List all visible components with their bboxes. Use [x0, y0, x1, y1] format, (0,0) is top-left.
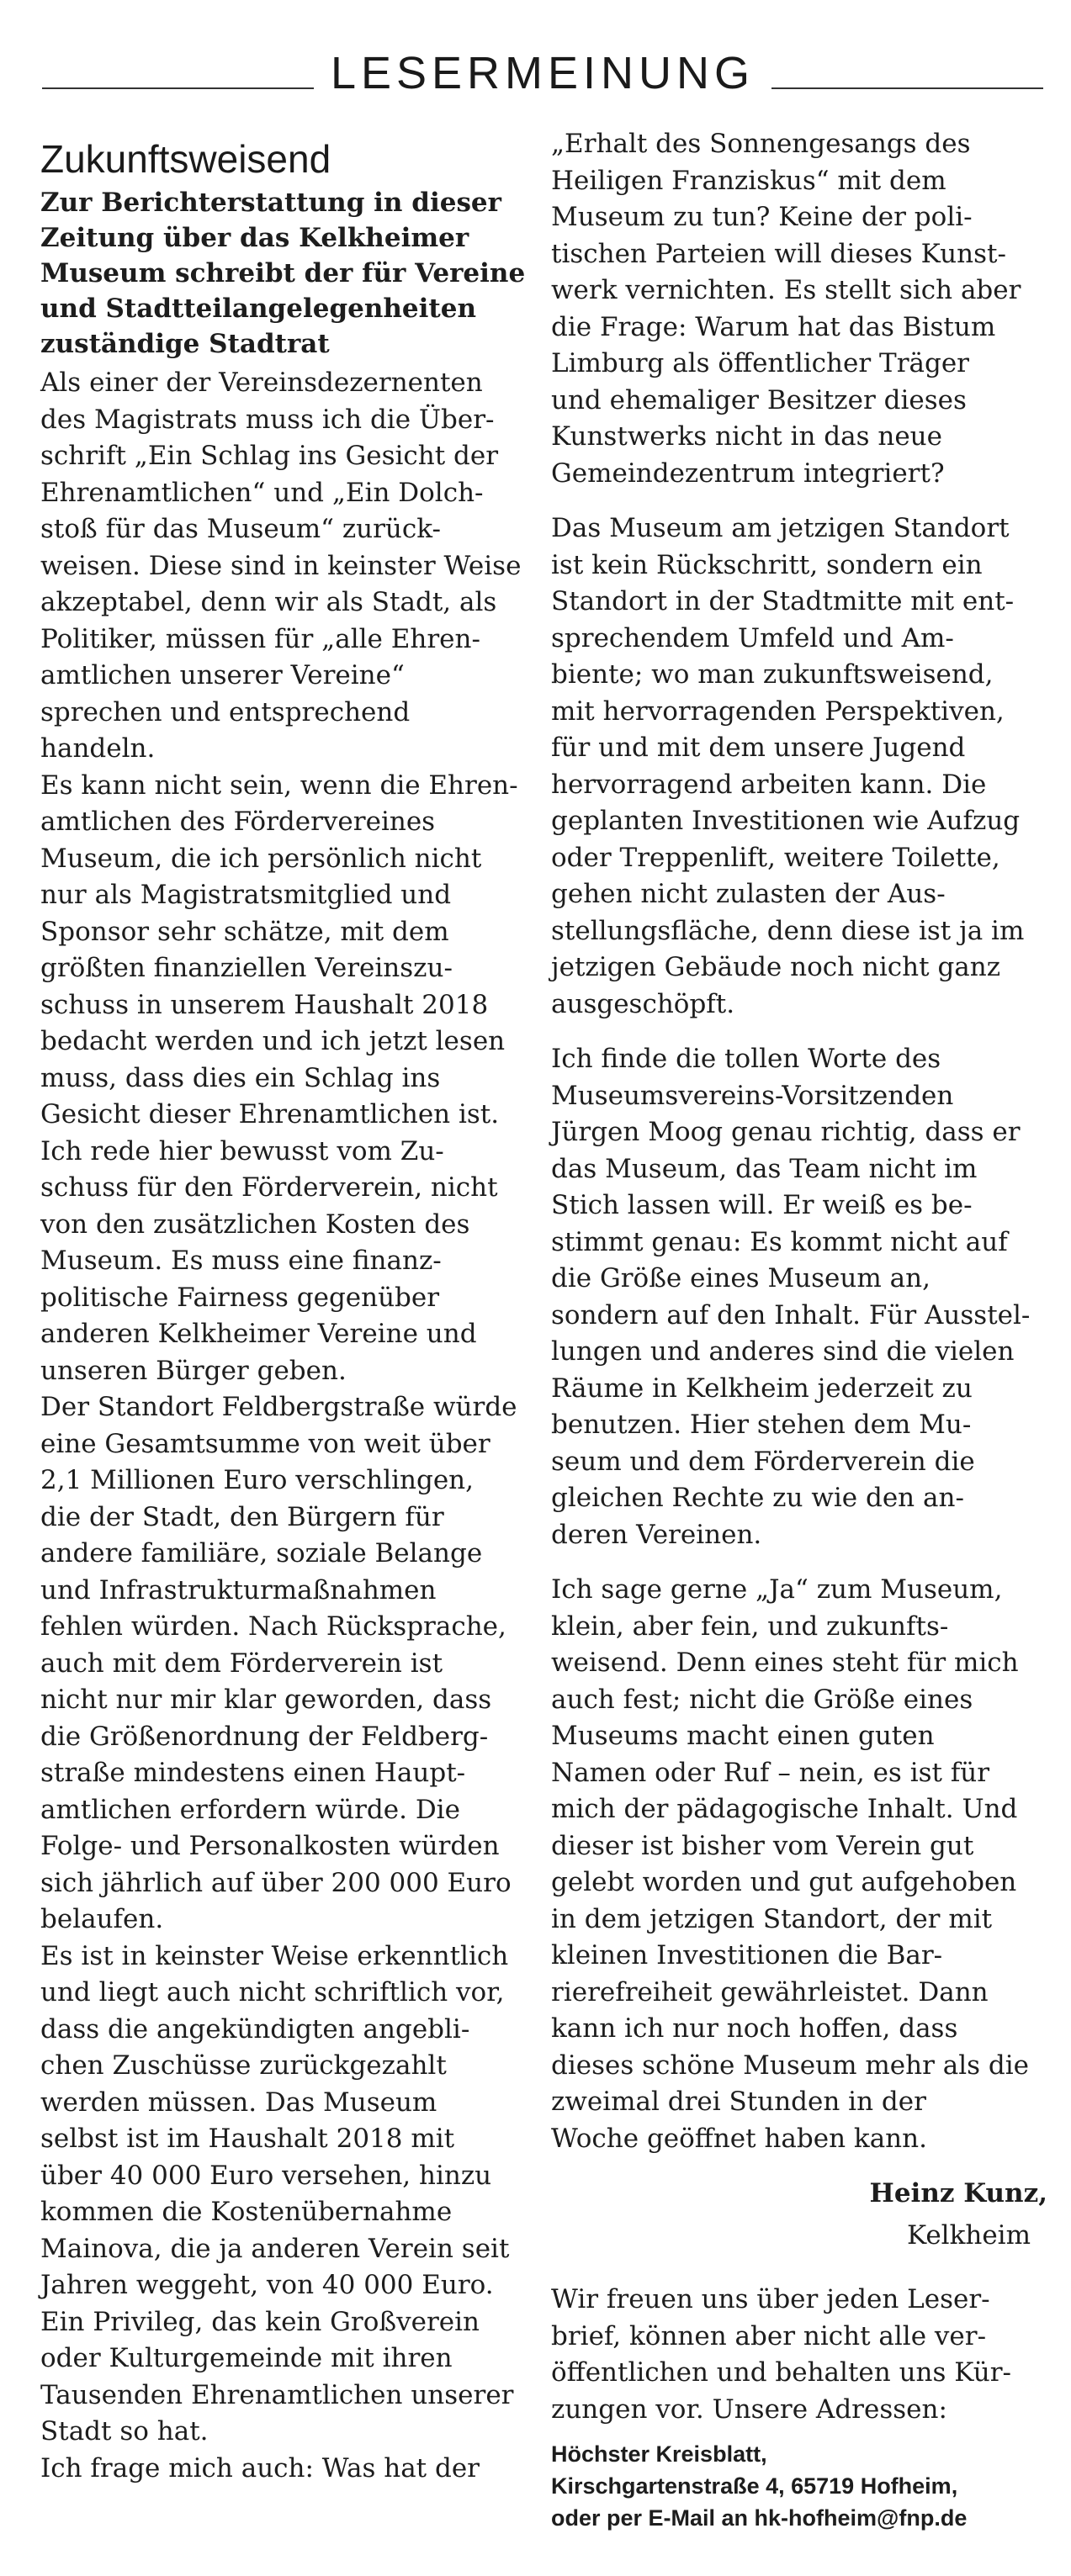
- body-line: bedacht werden und ich jetzt lesen: [40, 1026, 506, 1056]
- body-line: mich der pädagogische Inhalt. Und: [551, 1794, 1018, 1824]
- body-line: Museumsvereins-Vorsitzenden: [551, 1080, 954, 1111]
- body-line: die Frage: Warum hat das Bistum: [551, 311, 996, 342]
- body-line: mit hervorragenden Perspektiven,: [551, 696, 1005, 727]
- body-line: sich jährlich auf über 200 000 Euro: [40, 1867, 512, 1898]
- right-column: [551, 126, 1047, 2534]
- body-line: gleichen Rechte zu wie den an-: [551, 1483, 964, 1513]
- body-line: Limburg als öffentlicher Träger: [551, 348, 969, 378]
- body-line: stoß für das Museum“ zurück-: [40, 514, 441, 544]
- body-line: nur als Magistratsmitglied und: [40, 880, 452, 910]
- body-line: Stich lassen will. Er weiß es be-: [551, 1190, 973, 1220]
- subhead-line: Museum schreibt der für Vereine: [40, 258, 526, 288]
- left-column: [40, 126, 528, 2487]
- body-line: Folge- und Personalkosten würden: [40, 1831, 500, 1861]
- body-line: schuss in unserem Haushalt 2018: [40, 989, 489, 1020]
- body-line: klein, aber fein, und zukunfts-: [551, 1611, 949, 1642]
- body-line: und Infrastrukturmaßnahmen: [40, 1574, 437, 1605]
- body-line: Politiker, müssen für „alle Ehren-: [40, 623, 480, 654]
- body-line: von den zusätzlichen Kosten des: [40, 1209, 470, 1240]
- body-line: Stadt so hat.: [40, 2416, 209, 2446]
- right-body-text: [551, 126, 1047, 2157]
- body-line: Museum. Es muss eine finanz-: [40, 1246, 442, 1276]
- body-line: kleinen Investitionen die Bar-: [551, 1940, 943, 1970]
- body-line: für und mit dem unsere Jugend: [551, 733, 966, 763]
- body-line: Ich frage mich auch: Was hat der: [40, 2452, 480, 2483]
- body-line: eine Gesamtsumme von weit über: [40, 1428, 490, 1459]
- paragraph-gap: [551, 1023, 1047, 1041]
- body-line: werk vernichten. Es stellt sich aber: [551, 275, 1021, 305]
- body-line: sprechen und entsprechend: [40, 696, 411, 727]
- body-paragraph: [40, 2451, 528, 2488]
- body-line: stellungsfläche, denn diese ist ja im: [551, 915, 1025, 946]
- paragraph-gap: [551, 1553, 1047, 1572]
- body-line: stimmt genau: Es kommt nicht auf: [551, 1226, 1008, 1257]
- body-line: Das Museum am jetzigen Standort: [551, 513, 1010, 543]
- subhead-line: Zur Berichterstattung in dieser: [40, 188, 501, 218]
- body-line: biente; wo man zukunftsweisend,: [551, 659, 994, 690]
- author-place: Kelkheim: [907, 2220, 1031, 2251]
- body-line: Tausenden Ehrenamtlichen unserer: [40, 2379, 514, 2410]
- body-line: werden müssen. Das Museum: [40, 2087, 437, 2118]
- rubric-rule-right: [771, 87, 1043, 89]
- body-line: Ein Privileg, das kein Großverein: [40, 2306, 480, 2337]
- body-line: politische Fairness gegenüber: [40, 1282, 440, 1313]
- body-line: kann ich nur noch hoffen, dass: [551, 2013, 958, 2044]
- body-line: jetzigen Gebäude noch nicht ganz: [551, 952, 1001, 982]
- body-line: gehen nicht zulasten der Aus-: [551, 879, 946, 909]
- body-line: Jürgen Moog genau richtig, dass er: [551, 1117, 1021, 1147]
- body-line: Mainova, die ja anderen Verein seit: [40, 2233, 510, 2264]
- body-line: gelebt worden und gut aufgehoben: [551, 1867, 1017, 1897]
- body-line: Namen oder Ruf – nein, es ist für: [551, 1757, 990, 1788]
- body-line: Museums macht einen guten: [551, 1721, 935, 1751]
- body-line: die der Stadt, den Bürgern für: [40, 1501, 444, 1532]
- body-line: Gemeindezentrum integriert?: [551, 458, 945, 489]
- body-line: Sponsor sehr schätze, mit dem: [40, 916, 449, 947]
- body-line: Kunstwerks nicht in das neue: [551, 421, 942, 452]
- body-line: sprechendem Umfeld und Am-: [551, 622, 954, 653]
- body-line: Museum, die ich persönlich nicht: [40, 843, 482, 874]
- body-line: kommen die Kostenübernahme: [40, 2197, 453, 2227]
- body-line: Heiligen Franziskus“ mit dem: [551, 165, 946, 196]
- body-line: oder Kulturgemeinde mit ihren: [40, 2343, 453, 2373]
- body-line: benutzen. Hier stehen dem Mu-: [551, 1410, 972, 1440]
- rubric-title: LESERMEINUNG: [330, 48, 756, 98]
- body-line: in dem jetzigen Standort, der mit: [551, 1903, 993, 1934]
- body-line: amtlichen des Fördervereines: [40, 807, 436, 837]
- notice-line: brief, können aber nicht alle ver-: [551, 2320, 987, 2351]
- body-line: „Erhalt des Sonnengesangs des: [551, 129, 971, 159]
- left-body-text: [40, 365, 528, 2487]
- article-subhead: [40, 185, 528, 362]
- body-line: deren Vereinen.: [551, 1519, 762, 1550]
- body-paragraph: [551, 126, 1047, 492]
- body-line: seum und dem Förderverein die: [551, 1446, 975, 1477]
- notice-line: Wir freuen uns über jeden Leser-: [551, 2284, 990, 2314]
- body-line: Woche geöffnet haben kann.: [551, 2123, 927, 2154]
- body-line: akzeptabel, denn wir als Stadt, als: [40, 587, 497, 617]
- body-line: selbst ist im Haushalt 2018 mit: [40, 2124, 455, 2154]
- address-line: Kirschgartenstraße 4, 65719 Hofheim,: [551, 2473, 958, 2499]
- body-line: das Museum, das Team nicht im: [551, 1153, 978, 1184]
- body-paragraph: [551, 1572, 1047, 2157]
- body-line: rierefreiheit gewährleistet. Dann: [551, 1976, 989, 2007]
- editorial-address: [551, 2438, 1047, 2534]
- body-line: Ich rede hier bewusst vom Zu-: [40, 1135, 444, 1166]
- section-rubric: [42, 37, 1043, 96]
- body-line: Ehrenamtlichen“ und „Ein Dolch-: [40, 477, 484, 508]
- body-line: Ich sage gerne „Ja“ zum Museum,: [551, 1574, 1003, 1605]
- body-line: Gesicht dieser Ehrenamtlichen ist.: [40, 1099, 500, 1129]
- body-line: fehlen würden. Nach Rücksprache,: [40, 1611, 506, 1642]
- address-line: Höchster Kreisblatt,: [551, 2441, 767, 2467]
- body-paragraph: [551, 510, 1047, 1023]
- body-line: zweimal drei Stunden in der: [551, 2087, 926, 2117]
- body-line: andere familiäre, soziale Belange: [40, 1538, 483, 1568]
- body-line: oder Treppenlift, weitere Toilette,: [551, 842, 1000, 873]
- body-line: lungen und anderes sind die vielen: [551, 1336, 1015, 1367]
- body-line: Museum zu tun? Keine der poli-: [551, 202, 973, 232]
- editorial-notice: [551, 2282, 1047, 2534]
- body-line: Standort in der Stadtmitte mit ent-: [551, 586, 1015, 616]
- body-line: chen Zuschüsse zurückgezahlt: [40, 2050, 447, 2081]
- body-line: hervorragend arbeiten kann. Die: [551, 769, 987, 800]
- body-line: ausgeschöpft.: [551, 988, 735, 1019]
- address-line: oder per E-Mail an hk-hofheim@fnp.de: [551, 2505, 968, 2531]
- body-paragraph: [40, 1939, 528, 2451]
- body-line: größten finanziellen Vereinszu-: [40, 953, 453, 983]
- body-line: Der Standort Feldbergstraße würde: [40, 1392, 517, 1422]
- body-line: Es kann nicht sein, wenn die Ehren-: [40, 770, 518, 801]
- notice-line: öffentlichen und behalten uns Kür-: [551, 2357, 1012, 2388]
- body-line: straße mindestens einen Haupt-: [40, 1758, 466, 1788]
- body-line: schrift „Ein Schlag ins Gesicht der: [40, 441, 499, 471]
- body-line: muss, dass dies ein Schlag ins: [40, 1062, 441, 1093]
- subhead-line: Zeitung über das Kelkheimer: [40, 223, 469, 253]
- body-line: sondern auf den Inhalt. Für Ausstel-: [551, 1299, 1031, 1330]
- body-line: dass die angekündigten angebli-: [40, 2013, 470, 2044]
- body-line: und liegt auch nicht schriftlich vor,: [40, 1977, 505, 2007]
- body-paragraph: [40, 365, 528, 768]
- subhead-line: und Stadtteilangelegenheiten: [40, 294, 477, 324]
- body-line: weisen. Diese sind in keinster Weise: [40, 550, 522, 581]
- notice-line: zungen vor. Unsere Adressen:: [551, 2394, 947, 2425]
- body-paragraph: [551, 1041, 1047, 1553]
- body-line: dieser ist bisher vom Verein gut: [551, 1830, 974, 1861]
- body-line: Als einer der Vereinsdezernenten: [40, 368, 483, 398]
- body-line: geplanten Investitionen wie Aufzug: [551, 806, 1021, 836]
- body-line: die Größe eines Museum an,: [551, 1263, 930, 1293]
- body-line: des Magistrats muss ich die Über-: [40, 404, 495, 435]
- body-paragraph: [40, 768, 528, 1390]
- body-line: die Größenordnung der Feldberg-: [40, 1721, 489, 1752]
- body-line: und ehemaliger Besitzer dieses: [551, 384, 967, 415]
- body-line: anderen Kelkheimer Vereine und: [40, 1319, 477, 1349]
- body-line: belaufen.: [40, 1904, 164, 1934]
- body-line: dieses schöne Museum mehr als die: [551, 2050, 1030, 2081]
- body-line: auch fest; nicht die Größe eines: [551, 1684, 973, 1715]
- body-line: nicht nur mir klar geworden, dass: [40, 1685, 492, 1715]
- body-paragraph: [40, 1389, 528, 1939]
- body-line: 2,1 Millionen Euro verschlingen,: [40, 1465, 474, 1495]
- author-name: Heinz Kunz,: [869, 2178, 1047, 2208]
- subhead-line: zuständige Stadtrat: [40, 329, 330, 359]
- body-line: Jahren weggeht, von 40 000 Euro.: [40, 2270, 494, 2300]
- rubric-rule-left: [42, 87, 314, 89]
- body-line: ist kein Rückschritt, sondern ein: [551, 549, 983, 580]
- body-line: Es ist in keinster Weise erkenntlich: [40, 1940, 509, 1971]
- body-line: unseren Bürger geben.: [40, 1355, 347, 1386]
- body-line: amtlichen unserer Vereine“: [40, 660, 405, 690]
- body-line: amtlichen erfordern würde. Die: [40, 1794, 460, 1825]
- body-line: auch mit dem Förderverein ist: [40, 1648, 443, 1679]
- body-line: Ich finde die tollen Worte des: [551, 1044, 941, 1074]
- body-line: über 40 000 Euro versehen, hinzu: [40, 2160, 492, 2191]
- body-line: tischen Parteien will dieses Kunst-: [551, 238, 1006, 269]
- body-line: weisend. Denn eines steht für mich: [551, 1648, 1019, 1678]
- body-line: handeln.: [40, 733, 156, 764]
- author-signature: [551, 2172, 1047, 2256]
- paragraph-gap: [551, 492, 1047, 510]
- article-headline: Zukunftsweisend: [40, 137, 331, 181]
- body-line: Räume in Kelkheim jederzeit zu: [551, 1373, 973, 1404]
- body-line: schuss für den Förderverein, nicht: [40, 1172, 498, 1203]
